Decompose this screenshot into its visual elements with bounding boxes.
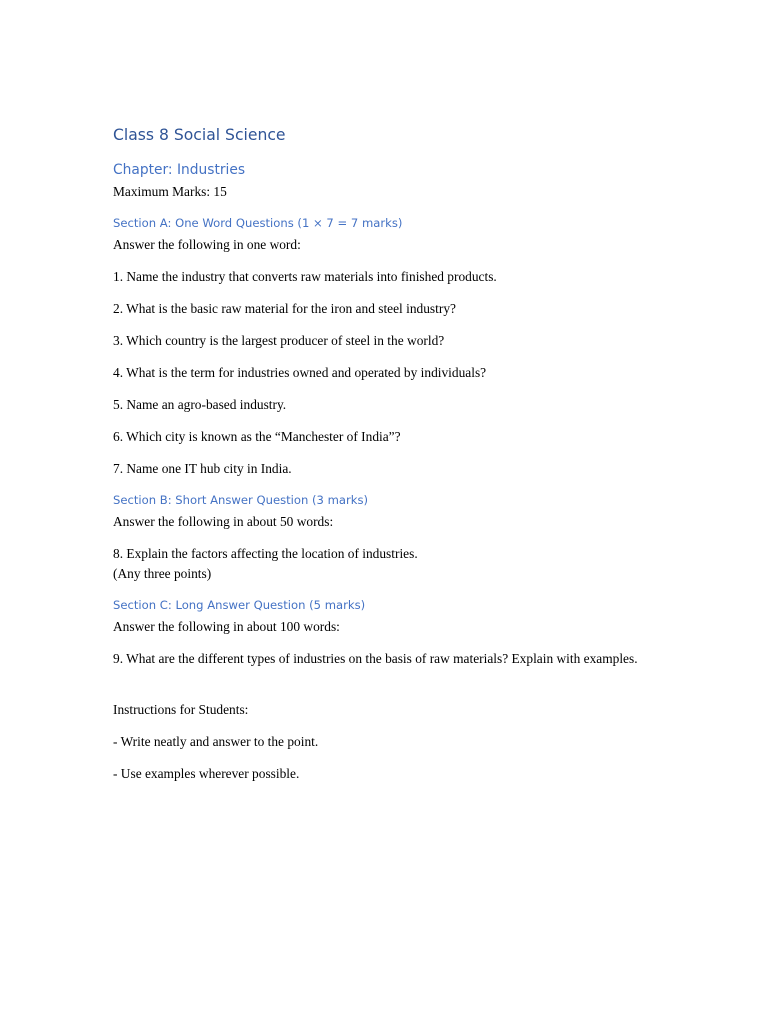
student-instructions [113,700,653,783]
question-8-note: (Any three points) [113,566,212,581]
document-page [113,124,653,783]
section-b [113,492,653,583]
question-8: 8. Explain the factors affecting the location of industries. [113,546,418,561]
section-b-heading: Section B: Short Answer Question (3 marks) [113,493,369,507]
chapter-heading: Chapter: Industries [113,162,246,178]
instruction-item: - Use examples wherever possible. [113,766,300,781]
question-2: 2. What is the basic raw material for the iron and steel industry? [113,301,456,316]
question-9: 9. What are the different types of industries on the basis of raw materials? Explain with examples. [113,651,638,666]
question-1: 1. Name the industry that converts raw materials into finished products. [113,269,497,284]
section-a [113,215,653,478]
section-a-instruction: Answer the following in one word: [113,237,301,252]
section-b-instruction: Answer the following in about 50 words: [113,514,334,529]
section-a-heading: Section A: One Word Questions (1 × 7 = 7 marks) [113,216,403,230]
question-4: 4. What is the term for industries owned and operated by individuals? [113,365,487,380]
instruction-item: - Write neatly and answer to the point. [113,734,319,749]
section-c [113,597,653,668]
question-5: 5. Name an agro-based industry. [113,397,287,412]
instructions-title: Instructions for Students: [113,702,249,717]
document-title: Class 8 Social Science [113,126,286,144]
question-3: 3. Which country is the largest producer of steel in the world? [113,333,445,348]
section-c-instruction: Answer the following in about 100 words: [113,619,340,634]
section-c-heading: Section C: Long Answer Question (5 marks) [113,598,366,612]
question-7: 7. Name one IT hub city in India. [113,461,292,476]
maximum-marks: Maximum Marks: 15 [113,184,227,199]
question-6: 6. Which city is known as the “Manchester of India”? [113,429,401,444]
